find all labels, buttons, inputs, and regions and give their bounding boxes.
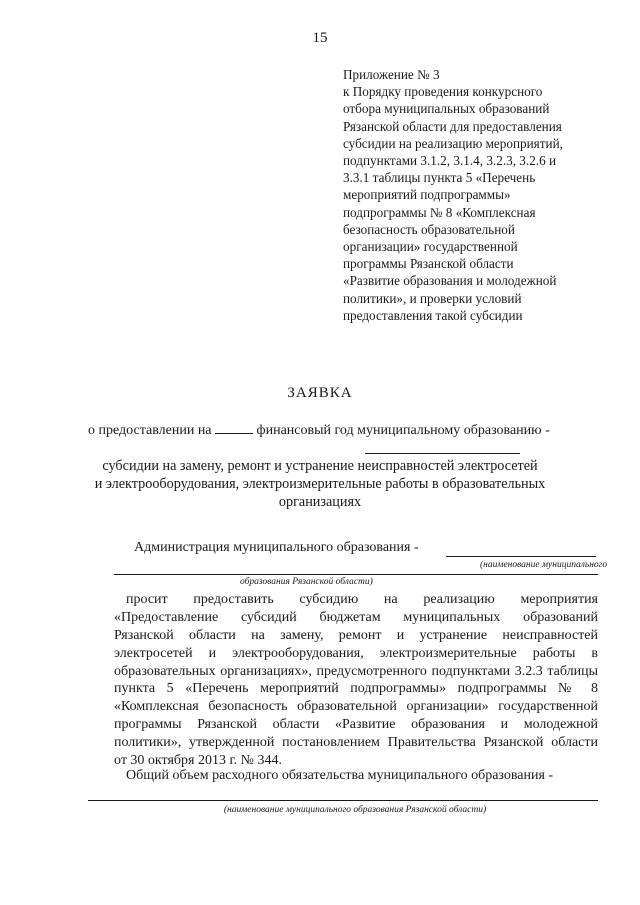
admin-label: Администрация муниципального образования - (134, 540, 419, 555)
annex-line: 3.3.1 таблицы пункта 5 «Перечень (343, 170, 536, 186)
field-hint: (наименование муниципального образования Рязанской области) (223, 805, 487, 815)
subtitle-suffix: финансовый год муниципальному образованию - (256, 423, 550, 438)
field-hint: образования Рязанской области) (240, 577, 373, 587)
annex-line: подпунктами 3.1.2, 3.1.4, 3.2.3, 3.2.6 и (343, 153, 557, 169)
annex-line: безопасность образовательной (343, 221, 515, 237)
annex-line: политики», и проверки условий (343, 290, 522, 306)
body-line: программы Рязанской области «Развитие образования и молодежной (114, 717, 598, 733)
total-obligation-line: Общий объем расходного обязательства муниципального образования - (126, 768, 554, 783)
field-hint: (наименование муниципального (480, 560, 608, 570)
subject-line: и электрооборудования, электроизмерительные работы в образовательных (94, 476, 546, 492)
annex-line: предоставления такой субсидии (343, 307, 523, 323)
body-line: образовательных организациях», предусмотренного подпунктами 3.2.3 таблицы (114, 663, 598, 679)
body-line: от 30 октября 2013 г. № 344. (114, 753, 283, 769)
subject-block (0, 457, 640, 511)
annex-line: мероприятий подпрограммы» (343, 187, 511, 203)
body-line: «Комплексная безопасность образовательной организации» государственной (114, 699, 598, 715)
body-line: Рязанской области на замену, ремонт и устранение неисправностей (114, 627, 598, 643)
annex-line: субсидии на реализацию мероприятий, (343, 135, 563, 151)
annex-line: «Развитие образования и молодежной (343, 273, 557, 289)
admin-name-blank-line[interactable] (446, 556, 596, 557)
municipality-blank-line[interactable] (365, 453, 520, 454)
year-blank-field[interactable] (215, 421, 253, 434)
body-line: электросетей и электрооборудования, электроизмерительные работы в (114, 645, 598, 661)
municipality-name-blank-line[interactable] (88, 800, 598, 801)
body-line: просит предоставить субсидию на реализацию мероприятия (126, 592, 598, 607)
document-title: ЗАЯВКА (287, 385, 353, 401)
body-line: политики», утвержденной постановлением Правительства Рязанской области (114, 735, 598, 751)
body-paragraph (114, 591, 598, 770)
annex-line: подпрограммы № 8 «Комплексная (343, 204, 536, 220)
annex-line: к Порядку проведения конкурсного (343, 84, 543, 100)
annex-line: отбора муниципальных образований (343, 101, 550, 117)
subtitle-prefix: о предоставлении на (88, 423, 212, 438)
subtitle-line (88, 421, 550, 439)
subject-line: организациях (278, 494, 362, 510)
subject-line: субсидии на замену, ремонт и устранение неисправностей электросетей (102, 458, 538, 474)
page-number: 15 (312, 30, 328, 46)
annex-header (343, 66, 563, 324)
annex-line: Приложение № 3 (343, 67, 440, 82)
annex-line: Рязанской области для предоставления (343, 118, 562, 134)
admin-name-blank-line-2[interactable] (114, 574, 598, 575)
body-line: «Предоставление субсидий бюджетам муниципальных образований (114, 609, 598, 625)
annex-line: организации» государственной (343, 239, 518, 255)
annex-line: программы Рязанской области (343, 256, 514, 272)
body-line: пункта 5 «Перечень мероприятий подпрограммы» подпрограммы № 8 (114, 681, 598, 697)
